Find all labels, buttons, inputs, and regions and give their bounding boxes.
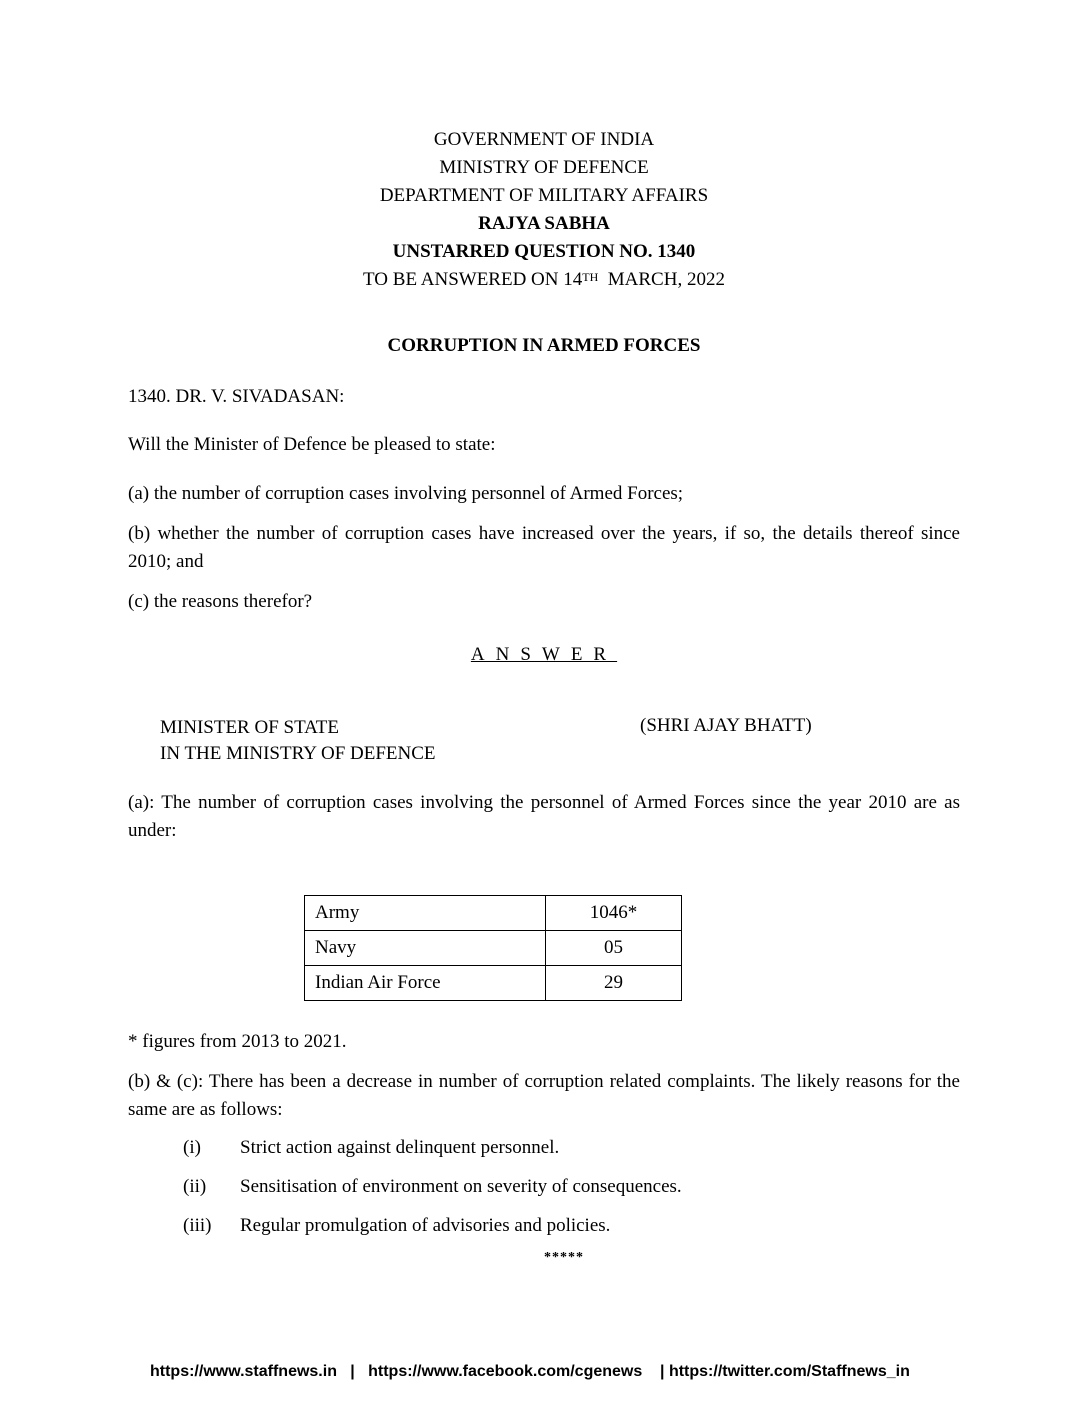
header-answer-date xyxy=(0,266,1088,294)
question-title: CORRUPTION IN ARMED FORCES xyxy=(387,335,701,356)
minister-designation xyxy=(160,715,436,767)
footer-link-staffnews[interactable]: https://www.staffnews.in xyxy=(150,1363,337,1380)
service-cell: Army xyxy=(305,896,546,931)
header-question-number: UNSTARRED QUESTION NO. 1340 xyxy=(392,241,696,262)
footer-link-facebook[interactable]: https://www.facebook.com/cgenews xyxy=(368,1363,643,1380)
question-part-b: (b) whether the number of corruption cases have increased over the years, if so, the details thereof since 2010; and xyxy=(128,523,960,572)
header-house: RAJYA SABHA xyxy=(478,213,610,234)
reason-number: (i) xyxy=(183,1137,201,1158)
table-row xyxy=(305,896,682,931)
header-government: GOVERNMENT OF INDIA xyxy=(433,129,655,150)
reason-text: Strict action against delinquent personnel. xyxy=(240,1137,560,1158)
answer-date-suffix: MARCH, 2022 xyxy=(607,269,725,290)
question-part-c: (c) the reasons therefor? xyxy=(128,591,313,612)
minister-line-1: MINISTER OF STATE xyxy=(160,717,339,738)
answer-part-a: (a): The number of corruption cases involving the personnel of Armed Forces since the year 2010 are as under: xyxy=(128,792,960,841)
table-row xyxy=(305,966,682,1001)
reason-text: Regular promulgation of advisories and policies. xyxy=(240,1215,611,1236)
footer-link-twitter[interactable]: https://twitter.com/Staffnews_in xyxy=(668,1363,910,1380)
header-department: DEPARTMENT OF MILITARY AFFAIRS xyxy=(379,185,709,206)
question-intro: Will the Minister of Defence be pleased to state: xyxy=(128,434,496,455)
end-mark: ***** xyxy=(544,1250,584,1265)
answer-date-superscript: TH xyxy=(582,270,599,284)
question-part-a: (a) the number of corruption cases involving personnel of Armed Forces; xyxy=(128,483,684,504)
reason-number: (ii) xyxy=(183,1176,207,1197)
count-cell: 1046* xyxy=(546,896,682,931)
footer-links xyxy=(150,1363,910,1381)
service-cell: Navy xyxy=(305,931,546,966)
reason-text: Sensitisation of environment on severity of consequences. xyxy=(240,1176,682,1197)
minister-name: (SHRI AJAY BHATT) xyxy=(640,715,812,736)
member-name: 1340. DR. V. SIVADASAN: xyxy=(128,386,345,407)
reason-number: (iii) xyxy=(183,1215,212,1236)
minister-line-2: IN THE MINISTRY OF DEFENCE xyxy=(160,743,436,764)
count-cell: 05 xyxy=(546,931,682,966)
letterhead xyxy=(0,126,1088,294)
footer-separator: | xyxy=(336,1363,369,1380)
table-footnote: * figures from 2013 to 2021. xyxy=(128,1031,347,1052)
answer-part-bc: (b) & (c): There has been a decrease in number of corruption related complaints. The likely reasons for the same are as follows: xyxy=(128,1071,960,1120)
table-row xyxy=(305,931,682,966)
count-cell: 29 xyxy=(546,966,682,1001)
answer-date-prefix: TO BE ANSWERED ON 14 xyxy=(363,269,583,290)
answer-heading: ANSWER xyxy=(470,644,618,665)
service-cell: Indian Air Force xyxy=(305,966,546,1001)
header-ministry: MINISTRY OF DEFENCE xyxy=(439,157,649,178)
footer-separator: | xyxy=(642,1363,669,1380)
corruption-cases-table xyxy=(304,895,682,1001)
